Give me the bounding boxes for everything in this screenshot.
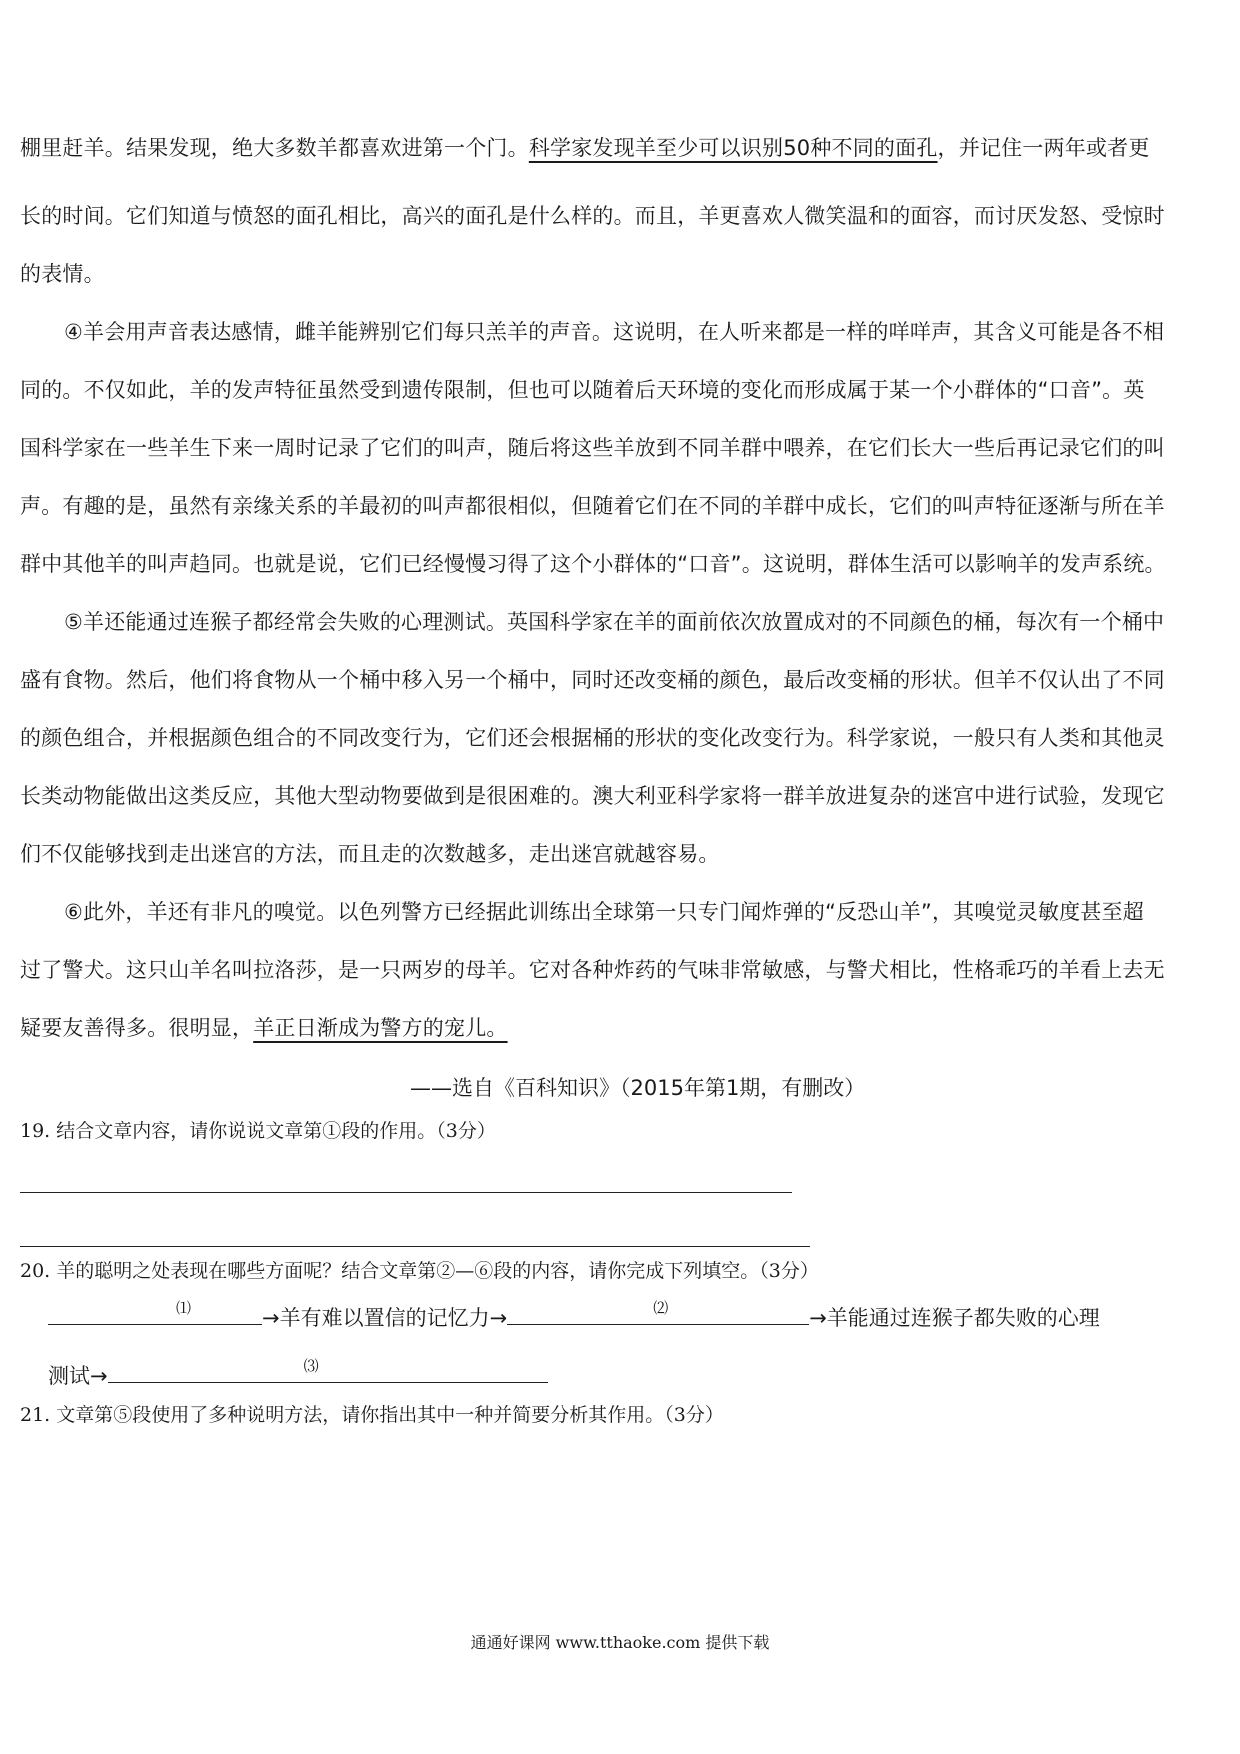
fill-text: →羊能通过连猴子都失败的心理	[809, 1306, 1100, 1330]
fill-blank-row-2	[48, 1358, 548, 1390]
article-text: 棚里赶羊。结果发现，绝大多数羊都喜欢进第一个门。	[20, 136, 529, 160]
underlined-text: 羊正日渐成为警方的宠儿。	[253, 1016, 508, 1040]
article-line-2: 长的时间。它们知道与愤怒的面孔相比，高兴的面孔是什么样的。而且，羊更喜欢人微笑温和的面容，而讨厌发怒、受惊时	[20, 204, 1165, 228]
article-text: ，并记住一两年或者更	[937, 136, 1150, 160]
fill-text: →羊有难以置信的记忆力→	[262, 1306, 508, 1330]
page-footer: 通通好课网 www.tthaoke.com 提供下载	[470, 1633, 770, 1652]
paragraph-6-start: ⑥此外，羊还有非凡的嗅觉。以色列警方已经据此训练出全球第一只专门闻炸弹的“反恐山羊”，其嗅觉灵敏度甚至超	[64, 900, 1144, 924]
answer-line-19a[interactable]	[20, 1192, 792, 1193]
article-line-13: 们不仅能够找到走出迷宫的方法，而且走的次数越多，走出迷宫就越容易。	[20, 842, 720, 866]
article-line-8: 群中其他羊的叫声趋同。也就是说，它们已经慢慢习得了这个小群体的“口音”。这说明，群体生活可以影响羊的发声系统。	[20, 552, 1166, 576]
fill-blank-3[interactable]	[108, 1358, 548, 1383]
question-20: 20. 羊的聪明之处表现在哪些方面呢？结合文章第②—⑥段的内容，请你完成下列填空。（3分）	[20, 1260, 819, 1282]
article-line-12: 长类动物能做出这类反应，其他大型动物要做到是很困难的。澳大利亚科学家将一群羊放进复杂的迷宫中进行试验，发现它	[20, 784, 1165, 808]
article-line-3: 的表情。	[20, 262, 105, 286]
fill-blank-2[interactable]	[507, 1300, 809, 1325]
article-text: 疑要友善得多。很明显，	[20, 1016, 254, 1040]
article-line-1	[20, 134, 1220, 162]
paragraph-4-start: ④羊会用声音表达感情，雌羊能辨别它们每只羔羊的声音。这说明，在人听来都是一样的咩咩声，其含义可能是各不相	[64, 320, 1165, 344]
fill-blank-1[interactable]	[48, 1300, 262, 1325]
question-19: 19. 结合文章内容，请你说说文章第①段的作用。（3分）	[20, 1120, 496, 1142]
blank-number: ⑴	[176, 1299, 192, 1317]
article-line-16	[20, 1014, 1220, 1042]
article-line-7: 声。有趣的是，虽然有亲缘关系的羊最初的叫声都很相似，但随着它们在不同的羊群中成长，它们的叫声特征逐渐与所在羊	[20, 494, 1165, 518]
article-line-10: 盛有食物。然后，他们将食物从一个桶中移入另一个桶中，同时还改变桶的颜色，最后改变桶的形状。但羊不仅认出了不同	[20, 668, 1165, 692]
article-line-6: 国科学家在一些羊生下来一周时记录了它们的叫声，随后将这些羊放到不同羊群中喂养，在它们长大一些后再记录它们的叫	[20, 436, 1165, 460]
blank-number: ⑵	[653, 1299, 669, 1317]
blank-number: ⑶	[303, 1357, 319, 1375]
underlined-text: 科学家发现羊至少可以识别50种不同的面孔	[528, 136, 938, 160]
article-line-5: 同的。不仅如此，羊的发声特征虽然受到遗传限制，但也可以随着后天环境的变化而形成属于某一个小群体的“口音”。英	[20, 378, 1145, 402]
paragraph-5-start: ⑤羊还能通过连猴子都经常会失败的心理测试。英国科学家在羊的面前依次放置成对的不同颜色的桶，每次有一个桶中	[64, 610, 1165, 634]
answer-line-19b[interactable]	[20, 1246, 810, 1247]
question-21: 21. 文章第⑤段使用了多种说明方法，请你指出其中一种并简要分析其作用。（3分）	[20, 1404, 724, 1426]
fill-text: 测试→	[48, 1364, 108, 1388]
source-citation: ——选自《百科知识》（2015年第1期，有删改）	[410, 1076, 866, 1100]
article-line-15: 过了警犬。这只山羊名叫拉洛莎，是一只两岁的母羊。它对各种炸药的气味非常敏感，与警犬相比，性格乖巧的羊看上去无	[20, 958, 1165, 982]
fill-blank-row-1	[48, 1300, 1100, 1332]
article-line-11: 的颜色组合，并根据颜色组合的不同改变行为，它们还会根据桶的形状的变化改变行为。科学家说，一般只有人类和其他灵	[20, 726, 1165, 750]
